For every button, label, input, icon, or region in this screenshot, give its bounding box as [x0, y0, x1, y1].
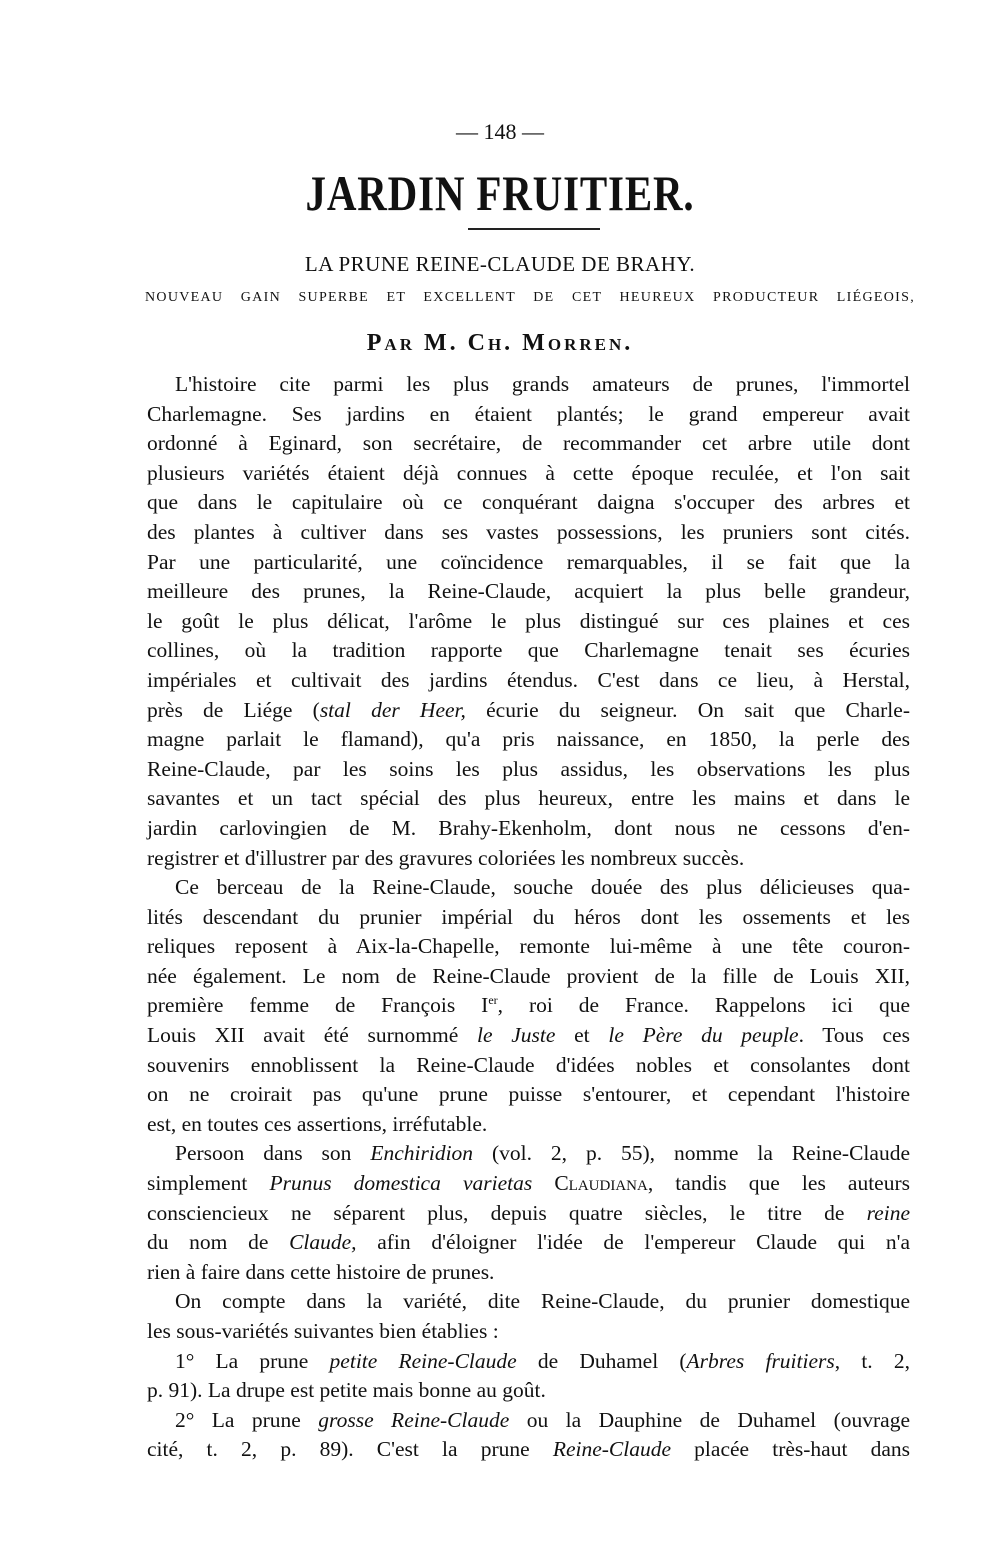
text-segment: du nom de — [147, 1230, 290, 1255]
text-segment: souvenirs ennoblissent la Reine-Claude d'idées nobles et consolantes dont — [147, 1052, 910, 1077]
text-segment: savantes et un tact spécial des plus heureux, entre les mains et dans le — [147, 786, 910, 811]
text-segment: er — [488, 993, 498, 1008]
text-segment: simplement — [147, 1171, 270, 1196]
text-segment: première femme de François I — [147, 993, 489, 1018]
article-body — [147, 370, 910, 1465]
text-segment: des plantes à cultiver dans ses vastes possessions, les pruniers sont cités. — [147, 519, 910, 544]
text-line — [147, 1021, 910, 1051]
text-segment: née également. Le nom de Reine-Claude provient de la fille de Louis XII, — [147, 963, 910, 988]
text-segment: magne parlait le flamand), qu'a pris naissance, en 1850, la perle des — [147, 727, 910, 752]
paragraph — [147, 1287, 910, 1346]
text-line — [147, 1051, 910, 1081]
text-segment: que dans le capitulaire où ce conquérant daigna s'occuper des arbres et — [147, 490, 910, 515]
text-segment: plusieurs variétés étaient déjà connues à cette époque reculée, et l'on sait — [147, 460, 910, 485]
text-segment: Persoon dans son — [175, 1141, 371, 1166]
text-line — [147, 1110, 910, 1140]
text-line — [147, 666, 910, 696]
text-segment: , roi de France. Rappelons ici que — [497, 993, 910, 1018]
text-line — [147, 873, 910, 903]
italic-text: reine — [866, 1200, 910, 1225]
italic-text: petite Reine-Claude — [329, 1348, 517, 1373]
text-line — [147, 518, 910, 548]
text-line — [147, 1347, 910, 1377]
text-segment: lités descendant du prunier impérial du héros dont les ossements et les — [147, 904, 910, 929]
text-segment: (vol. 2, p. 55), nomme la Reine-Claude — [473, 1141, 910, 1166]
text-segment: jardin carlovingien de M. Brahy-Ekenholm, dont nous ne cessons d'en- — [147, 815, 910, 840]
italic-text: Prunus domestica varietas — [269, 1171, 533, 1196]
text-segment: de Duhamel ( — [516, 1348, 687, 1373]
text-line — [147, 1228, 910, 1258]
text-segment: L'histoire cite parmi les plus grands amateurs de prunes, l'immortel — [175, 372, 910, 396]
text-segment: afin d'éloigner l'idée de l'empereur Claude qui n'a — [356, 1230, 910, 1255]
text-segment: 1° La prune — [175, 1348, 330, 1373]
text-segment: et — [555, 1023, 609, 1048]
paragraph — [147, 370, 910, 873]
text-segment: On compte dans la variété, dite Reine-Claude, du prunier domestique — [175, 1289, 910, 1314]
text-line — [147, 577, 910, 607]
text-line — [147, 1435, 910, 1465]
italic-text: Arbres fruitiers — [686, 1348, 835, 1373]
text-segment — [532, 1171, 554, 1195]
text-segment: , t. 2, — [834, 1348, 910, 1373]
text-line — [147, 932, 910, 962]
text-segment: . Tous ces — [798, 1023, 910, 1048]
text-line — [147, 1317, 910, 1347]
text-line — [147, 1169, 910, 1199]
text-line — [147, 370, 910, 400]
text-line — [147, 814, 910, 844]
text-segment: Claudiana — [554, 1171, 648, 1196]
text-line — [147, 696, 910, 726]
italic-text: Claude, — [289, 1230, 357, 1255]
text-segment: Louis XII avait été surnommé — [147, 1023, 477, 1048]
text-line — [147, 429, 910, 459]
text-segment: p. 91). La drupe est petite mais bonne au goût. — [147, 1378, 546, 1403]
text-segment: le goût le plus délicat, l'arôme le plus distingué sur ces plaines et ces — [147, 608, 910, 633]
text-segment: registrer et d'illustrer par des gravures coloriées les nombreux succès. — [147, 845, 745, 870]
italic-text: stal der Heer, — [319, 697, 466, 722]
text-segment: meilleure des prunes, la Reine-Claude, acquiert la plus belle grandeur, — [147, 579, 910, 604]
paragraph — [147, 1406, 910, 1465]
text-line — [147, 607, 910, 637]
byline: Par M. Ch. Morren. — [366, 330, 634, 356]
text-segment: Reine-Claude, par les soins les plus assidus, les observations les plus — [147, 756, 910, 781]
paragraph — [147, 1347, 910, 1406]
text-line — [147, 725, 910, 755]
page-number: — 148 — — [456, 119, 544, 144]
text-segment: collines, où la tradition rapporte que Charlemagne tenait ses écuries — [147, 638, 910, 663]
text-line — [147, 1287, 910, 1317]
text-segment: placée très-haut dans — [671, 1437, 911, 1462]
italic-text: le Père du peuple — [608, 1023, 799, 1048]
text-line — [147, 1258, 910, 1288]
text-segment: est, en toutes ces assertions, irréfutable. — [147, 1111, 488, 1136]
text-line — [147, 755, 910, 785]
text-segment: consciencieux ne séparent plus, depuis quatre siècles, le titre de — [147, 1200, 867, 1225]
text-segment: 2° La prune — [175, 1407, 319, 1432]
text-line — [147, 903, 910, 933]
text-line — [147, 1139, 910, 1169]
text-line — [147, 1376, 910, 1406]
text-segment: Par une particularité, une coïncidence remarquables, il se fait que la — [147, 549, 910, 574]
text-line — [147, 1199, 910, 1229]
text-segment: Ce berceau de la Reine-Claude, souche douée des plus délicieuses qua- — [175, 875, 910, 900]
text-segment: impériales et cultivait des jardins étendus. C'est dans ce lieu, à Herstal, — [147, 667, 910, 692]
text-segment: , tandis que les auteurs — [647, 1171, 911, 1196]
text-segment: ordonné à Eginard, son secrétaire, de recommander cet arbre utile dont — [147, 431, 910, 456]
text-segment: près de Liége ( — [147, 697, 320, 722]
text-segment: rien à faire dans cette histoire de prunes. — [147, 1259, 495, 1284]
text-line — [147, 488, 910, 518]
paragraph — [147, 1139, 910, 1287]
text-line — [147, 400, 910, 430]
text-line — [147, 548, 910, 578]
text-line — [147, 962, 910, 992]
text-segment: écurie du seigneur. On sait que Charle- — [465, 697, 910, 722]
text-line — [147, 1080, 910, 1110]
text-segment: reliques reposent à Aix-la-Chapelle, remonte lui-même à une tête couron- — [147, 934, 910, 959]
italic-text: Enchiridion — [370, 1141, 474, 1166]
text-segment: les sous-variétés suivantes bien établies : — [147, 1319, 499, 1343]
text-line — [147, 459, 910, 489]
text-line — [147, 844, 910, 874]
text-segment: ou la Dauphine de Duhamel (ouvrage — [509, 1407, 910, 1432]
italic-text: grosse Reine-Claude — [318, 1407, 510, 1432]
text-line — [147, 784, 910, 814]
text-segment: cité, t. 2, p. 89). C'est la prune — [147, 1437, 553, 1462]
section-title: JARDIN FRUITIER. — [305, 165, 695, 221]
title-divider — [468, 228, 600, 230]
text-line — [147, 991, 910, 1021]
italic-text: le Juste — [476, 1023, 556, 1048]
paragraph — [147, 873, 910, 1139]
text-segment: on ne croirait pas qu'une prune puisse s'entourer, et cependant l'histoire — [147, 1082, 910, 1107]
text-segment: Charlemagne. Ses jardins en étaient plantés; le grand empereur avait — [147, 401, 910, 426]
text-line — [147, 636, 910, 666]
article-title: LA PRUNE REINE-CLAUDE DE BRAHY. — [304, 252, 696, 276]
article-subtitle: NOUVEAU GAIN SUPERBE ET EXCELLENT DE CET HEUREUX PRODUCTEUR LIÉGEOIS, — [145, 290, 915, 305]
italic-text: Reine-Claude — [552, 1437, 672, 1462]
text-line — [147, 1406, 910, 1436]
